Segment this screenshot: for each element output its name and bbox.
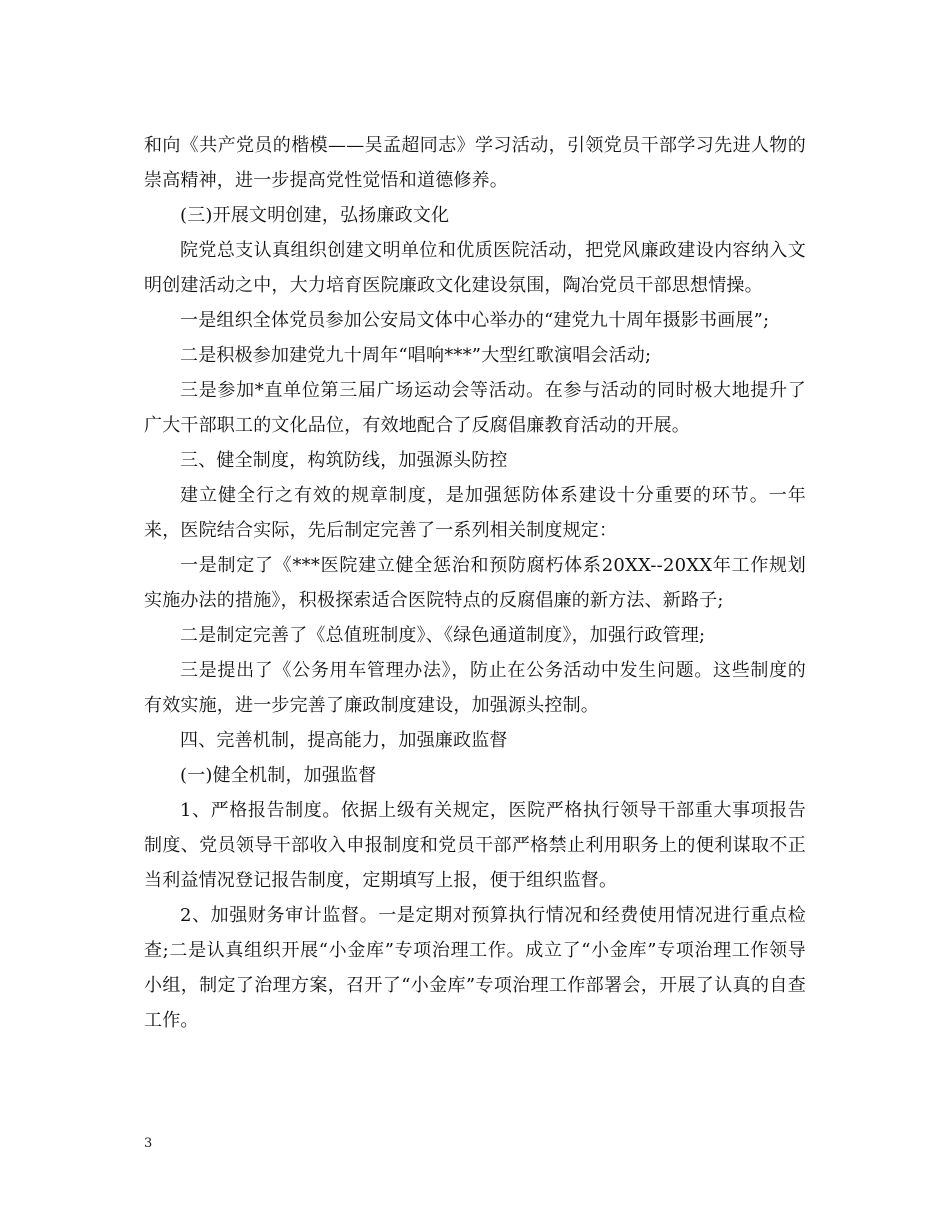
list-item: 一是制定了《***医院建立健全惩治和预防腐朽体系20XX--20XX年工作规划实施办法的措施》，积极探索适合医院特点的反腐倡廉的新方法、新路子; bbox=[144, 555, 806, 611]
document-body bbox=[144, 128, 806, 1038]
page-number: 3 bbox=[144, 1136, 153, 1151]
list-item: 二是制定完善了《总值班制度》、《绿色通道制度》，加强行政管理; bbox=[180, 625, 706, 646]
list-item: 三是提出了《公务用车管理办法》，防止在公务活动中发生问题。这些制度的有效实施，进一步完善了廉政制度建设，加强源头控制。 bbox=[144, 660, 806, 716]
list-item: 一是组织全体党员参加公安局文体中心举办的“建党九十周年摄影书画展”; bbox=[180, 310, 770, 331]
subsection-heading-1: (一)健全机制，加强监督 bbox=[180, 765, 377, 786]
paragraph-3: 建立健全行之有效的规章制度，是加强惩防体系建设十分重要的环节。一年来，医院结合实际，先后制定完善了一系列相关制度规定： bbox=[144, 485, 806, 541]
numbered-item: 1、严格报告制度。依据上级有关规定，医院严格执行领导干部重大事项报告制度、党员领导干部收入申报制度和党员干部严格禁止利用职务上的便利谋取不正当利益情况登记报告制度，定期填写上报，便于组织监督。 bbox=[144, 800, 806, 891]
section-heading-3: (三)开展文明创建，弘扬廉政文化 bbox=[180, 205, 450, 226]
numbered-item: 2、加强财务审计监督。一是定期对预算执行情况和经费使用情况进行重点检查;二是认真组织开展“小金库”专项治理工作。成立了“小金库”专项治理工作领导小组，制定了治理方案，召开了“小金库”专项治理工作部署会，开展了认真的自查工作。 bbox=[144, 905, 806, 1031]
section-heading-three: 三、健全制度，构筑防线，加强源头防控 bbox=[180, 450, 508, 471]
list-item: 二是积极参加建党九十周年“唱响***”大型红歌演唱会活动; bbox=[180, 345, 652, 366]
paragraph-2: 院党总支认真组织创建文明单位和优质医院活动，把党风廉政建设内容纳入文明创建活动之中，大力培育医院廉政文化建设氛围，陶冶党员干部思想情操。 bbox=[144, 240, 806, 296]
list-item: 三是参加*直单位第三届广场运动会等活动。在参与活动的同时极大地提升了广大干部职工的文化品位，有效地配合了反腐倡廉教育活动的开展。 bbox=[144, 380, 806, 436]
section-heading-four: 四、完善机制，提高能力，加强廉政监督 bbox=[180, 730, 508, 751]
paragraph-1: 和向《共产党员的楷模——吴孟超同志》学习活动，引领党员干部学习先进人物的崇高精神，进一步提高党性觉悟和道德修养。 bbox=[144, 135, 806, 191]
